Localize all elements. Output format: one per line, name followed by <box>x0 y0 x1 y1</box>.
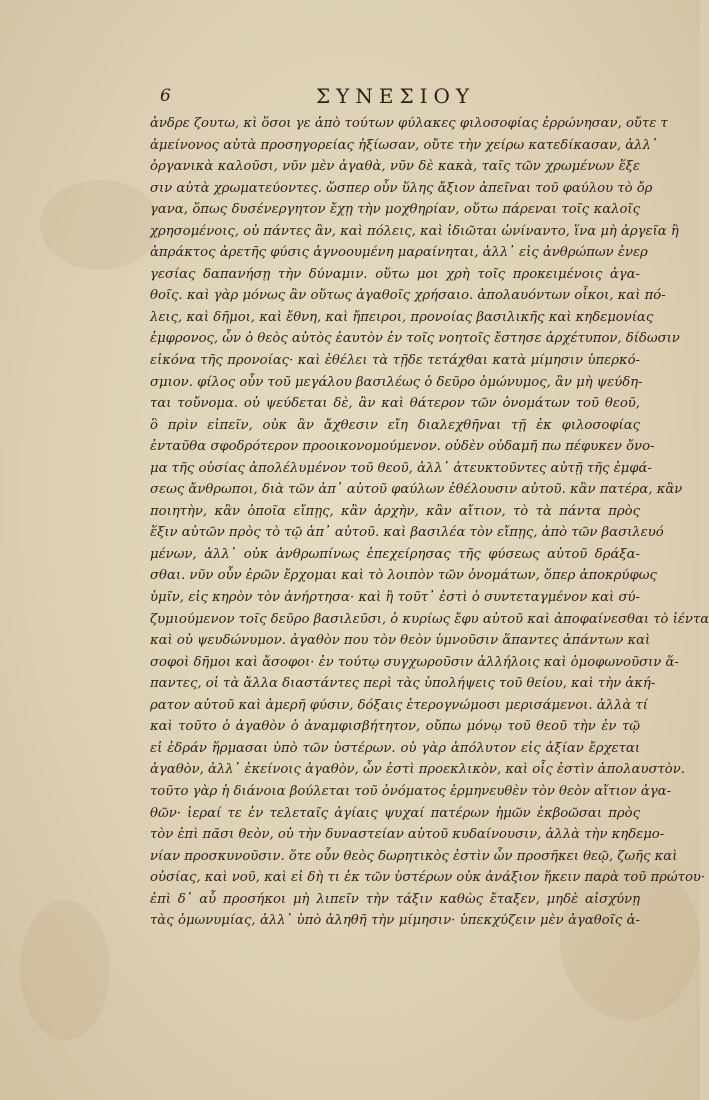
text-line: καὶ οὐ ψευδώνυμον. ἀγαθὸν που τὸν θεὸν ὑμνοῦσιν ἅπαντες ἀπάντων καὶ <box>150 633 651 649</box>
text-line: παντες, οἱ τὰ ἄλλα διαστάντες περὶ τὰς ὑπολήψεις τοῦ θείου, καὶ τὴν ἀκή- <box>150 676 656 692</box>
text-line: σοφοὶ δῆμοι καὶ ἄσοφοι· ἐν τούτῳ συγχωροῦσιν ἀλλήλοις καὶ ὁμοφωνοῦσιν ἅ- <box>150 654 679 670</box>
text-line: μένων, ἀλλ᾽ οὐκ ἀνθρωπίνως ἐπεχείρησας τῆς φύσεως αὐτοῦ δράξα- <box>150 546 640 562</box>
body-text <box>150 113 709 932</box>
text-line: ἀπράκτος ἀρετῆς φύσις ἀγνοουμένη μαραίνηται, ἀλλ᾽ εἰς ἀνθρώπων ἐνερ <box>150 245 648 261</box>
text-line: ἕξιν αὐτῶν πρὸς τὸ τῷ ἀπ᾽ αὐτοῦ. καὶ βασιλέα τὸν εἴπῃς, ἀπὸ τῶν βασιλευό <box>150 525 664 541</box>
text-line: ἀνδρε ζουτω, κὶ ὅσοι γε ἀπὸ τούτων φύλακες φιλοσοφίας ἐρρώνησαν, οὔτε τ <box>150 116 668 131</box>
text-line: τοῦτο γὰρ ἡ διάνοια βούλεται τοῦ ὀνόματος ἑρμηνευθὲν τὸν θεὸν αἴτιον ἀγα- <box>150 783 672 799</box>
text-line: ρατον αὐτοῦ καὶ ἀμερῆ φύσιν, δόξαις ἑτερογνώμοσι μερισάμενοι. ἀλλὰ τί <box>150 697 648 713</box>
text-line: σθαι. νῦν οὖν ἐρῶν ἔρχομαι καὶ τὸ λοιπὸν τῶν ὀνομάτων, ὅπερ ἀποκρύφως <box>150 568 657 584</box>
text-line: θῶν· ἱεραί τε ἐν τελεταῖς ἁγίαις ψυχαί πατέρων ἡμῶν ἐκβοῶσαι πρὸς <box>150 805 640 821</box>
text-line: ὀργανικὰ καλοῦσι, νῦν μὲν ἀγαθὰ, νῦν δὲ κακὰ, ταῖς τῶν χρωμένων ἕξε <box>150 159 640 175</box>
text-line: ἐνταῦθα σφοδρότερον προοικονομούμενον. οὐδὲν οὐδαμῆ πω πέφυκεν ὄνο- <box>150 439 655 455</box>
paper-stain <box>40 180 160 270</box>
text-line: ἐμφρονος, ὧν ὁ θεὸς αὐτὸς ἑαυτὸν ἐν τοῖς νοητοῖς ἔστησε ἀρχέτυπον, δίδωσιν <box>150 331 680 347</box>
text-line: ἐπὶ δ᾽ αὖ προσήκοι μὴ λιπεῖν τὴν τάξιν καθὼς ἔταξεν, μηδὲ αἰσχύνῃ <box>150 891 640 907</box>
text-line: γεσίας δαπανήσῃ τὴν δύναμιν. οὕτω μοι χρὴ τοῖς προκειμένοις ἀγα- <box>150 266 640 282</box>
text-line: σιν αὐτὰ χρωματεύοντες. ὥσπερ οὖν ὕλης ἄξιον ἀπεῖναι τοῦ φαύλου τὸ ὄρ <box>150 180 653 196</box>
text-line: χρησομένοις, οὐ πάντες ἂν, καὶ πόλεις, καὶ ἰδιῶται ὠνίναντο, ἵνα μὴ ἀργεῖα ἢ <box>150 223 679 239</box>
text-line: εἰκόνα τῆς προνοίας· καὶ ἐθέλει τὰ τῇδε τετάχθαι κατὰ μίμησιν ὑπερκό- <box>150 353 640 369</box>
text-line: ἀγαθὸν, ἀλλ᾽ ἐκείνοις ἀγαθὸν, ὧν ἐστὶ προεκλικὸν, καὶ οἷς ἐστὶν ἀπολαυστὸν. <box>150 762 685 778</box>
text-line: τὰς ὁμωνυμίας, ἀλλ᾽ ὑπὸ ἀληθῆ τὴν μίμησιν· ὑπεκχύζειν μὲν ἀγαθοῖς ἀ- <box>150 913 640 929</box>
page-header <box>160 84 630 112</box>
text-line: ὑμῖν, εἰς κηρὸν τὸν ἀνήρτησα· καὶ ἢ τοῦτ᾽ ἐστὶ ὁ συντεταγμένον καὶ σύ- <box>150 590 640 606</box>
text-line: ποιητὴν, κἂν ὁποῖα εἴπῃς, κἂν ἀρχὴν, κἂν αἴτιον, τὸ τὰ πάντα πρὸς <box>150 503 640 519</box>
text-line: τὸν ἐπὶ πᾶσι θεὸν, οὐ τὴν δυναστείαν αὐτοῦ κυδαίνουσιν, ἀλλὰ τὴν κηδεμο- <box>150 827 665 843</box>
text-line: ται τοὔνομα. οὐ ψεύδεται δὲ, ἂν καὶ θάτερον τῶν ὀνομάτων τοῦ θεοῦ, <box>150 396 640 412</box>
text-line: εἰ ἐδράν ἥρμασαι ὑπὸ τῶν ὑστέρων. οὐ γὰρ ἀπόλυτον εἰς ἀξίαν ἔρχεται <box>150 740 640 756</box>
text-line: θοῖς. καὶ γὰρ μόνως ἂν οὕτως ἀγαθοῖς χρήσαιο. ἀπολαυόντων οἶκοι, καὶ πό- <box>150 288 666 304</box>
running-title: ΣΥΝΕΣΙΟΥ <box>316 84 476 108</box>
text-line: ζυμιούμενον τοῖς δεῦρο βασιλεῦσι, ὁ κυρίως ἔφυ αὐτοῦ καὶ ἀποφαίνεσθαι τὸ ἰέντα <box>150 611 709 627</box>
text-line: γανα, ὅπως δυσένεργητον ἔχῃ τὴν μοχθηρίαν, οὕτω πάρεναι τοῖς καλοῖς <box>150 202 640 218</box>
text-line: σμιον. φίλος οὖν τοῦ μεγάλου βασιλέως ὁ δεῦρο ὁμώνυμος, ἂν μὴ ψεύδη- <box>150 374 643 390</box>
text-line: καὶ τοῦτο ὁ ἀγαθὸν ὁ ἀναμφισβήτητον, οὔπω μόνῳ τοῦ θεοῦ τὴν ἐν τῷ <box>150 719 640 735</box>
text-line: μα τῆς οὐσίας ἀπολέλυμένον τοῦ θεοῦ, ἀλλ᾽ ἀτευκτοῦντες αὐτῇ τῆς ἐμφά- <box>150 460 652 476</box>
text-line: νίαν προσκυνοῦσιν. ὅτε οὖν θεὸς δωρητικὸς ἐστὶν ὧν προσῆκει θεῷ, ζωῆς καὶ <box>150 848 678 864</box>
text-line: οὐσίας, καὶ νοῦ, καὶ εἰ δὴ τι ἐκ τῶν ὑστέρων οὐκ ἀνάξιον ἥκειν παρὰ τοῦ πρώτου· <box>150 870 706 886</box>
text-line: λεις, καὶ δῆμοι, καὶ ἔθνη, καὶ ἤπειροι, προνοίας βασιλικῆς καὶ κηδεμονίας <box>150 309 654 325</box>
text-line: ἀμείνονος αὐτὰ προσηγορείας ἠξίωσαν, οὔτε τὴν χείρω κατεδίκασαν, ἀλλ᾽ <box>150 137 658 153</box>
paper-stain <box>20 900 110 1040</box>
text-line: ὃ πρὶν εἰπεῖν, οὐκ ἂν ἄχθεσιν εἴη διαλεχθῆναι τῇ ἐκ φιλοσοφίας <box>150 417 640 433</box>
page-number: 6 <box>160 86 171 106</box>
text-line: σεως ἄνθρωποι, διὰ τῶν ἀπ᾽ αὐτοῦ φαύλων ἐθέλουσιν αὐτοῦ. κἂν πατέρα, κἂν <box>150 482 683 498</box>
